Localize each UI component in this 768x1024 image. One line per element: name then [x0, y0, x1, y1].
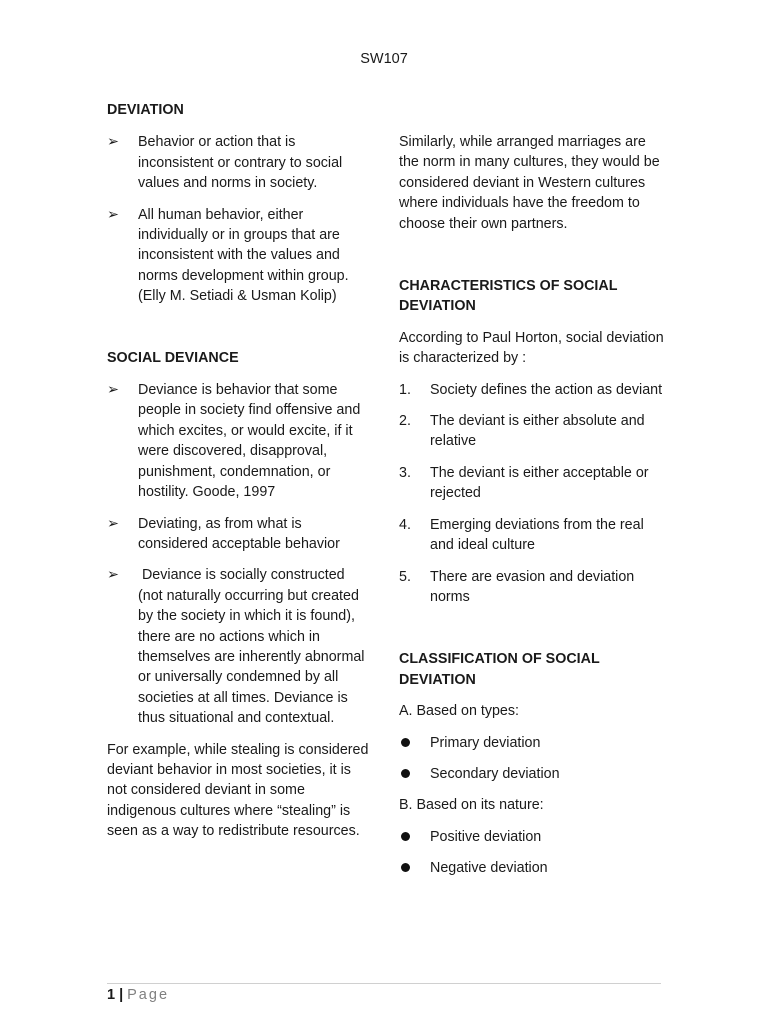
list-number: 4. [399, 516, 411, 533]
characteristics-intro: According to Paul Horton, social deviation is characterized by : [399, 329, 664, 367]
deviation-heading: DEVIATION [107, 102, 184, 118]
social-deviance-bullet-text: Deviating, as from what is considered acceptable behavior [138, 515, 340, 552]
page-header-title: SW107 [360, 51, 408, 67]
type-item-text: Primary deviation [430, 734, 541, 751]
characteristic-text: There are evasion and deviation norms [430, 568, 635, 605]
arrow-bullet-icon: ➢ [107, 206, 119, 223]
social-deviance-bullet-1 [107, 380, 371, 502]
list-number: 5. [399, 568, 411, 585]
footer-separator: | [119, 987, 124, 1003]
characteristic-item-5 [399, 567, 667, 608]
page-footer [107, 985, 169, 1005]
deviation-bullet-2 [107, 205, 371, 307]
right-column [399, 132, 667, 879]
similarly-paragraph: Similarly, while arranged marriages are the norm in many cultures, they would be considered deviant in Western cultures where individuals have the freedom to choose their own partners. [399, 134, 660, 232]
based-on-nature-label: B. Based on its nature: [399, 797, 544, 814]
nature-item-text: Positive deviation [430, 828, 542, 845]
bullet-dot-icon [399, 827, 430, 847]
arrow-bullet-icon: ➢ [107, 515, 119, 532]
social-deviance-bullet-3 [107, 565, 371, 728]
social-deviance-heading: SOCIAL DEVIANCE [107, 349, 239, 366]
bullet-dot-icon [399, 858, 430, 878]
page-label: Page [127, 987, 170, 1003]
bullet-dot-icon [399, 733, 430, 753]
bullet-dot-icon [399, 764, 430, 784]
social-deviance-bullet-2 [107, 514, 371, 555]
social-deviance-bullet-text: Deviance is socially constructed (not naturally occurring but created by the society in which it is found), there are no actions which in themselves are inherently abnormal or universally condemned by all societies at all times. Deviance is thus situational and contextual. [138, 567, 369, 727]
nature-item-negative [399, 858, 667, 878]
characteristic-text: The deviant is either absolute and relative [430, 413, 645, 450]
page-number: 1 [107, 987, 116, 1003]
arrow-bullet-icon: ➢ [107, 567, 119, 584]
characteristic-text: The deviant is either acceptable or rejected [430, 464, 649, 502]
classification-heading: CLASSIFICATION OF SOCIAL DEVIATION [399, 651, 600, 688]
type-item-text: Secondary deviation [430, 765, 560, 782]
based-on-types-label: A. Based on types: [399, 703, 520, 720]
list-number: 3. [399, 464, 411, 481]
characteristics-heading: CHARACTERISTICS OF SOCIAL DEVIATION [399, 278, 618, 315]
characteristic-item-1 [399, 380, 667, 400]
deviation-bullet-text: All human behavior, either individually or in groups that are inconsistent with the values and norms development within group. (Elly M. Setiadi & Usman Kolip) [138, 206, 349, 305]
list-number: 2. [399, 413, 411, 430]
arrow-bullet-icon: ➢ [107, 134, 119, 151]
nature-item-positive [399, 827, 667, 847]
example-paragraph: For example, while stealing is considered deviant behavior in most societies, it is not considered deviant in some indigenous cultures where “stealing” is seen as a way to redistribute resources. [107, 741, 369, 840]
characteristic-text: Emerging deviations from the real and ideal culture [430, 516, 644, 554]
characteristic-item-4 [399, 515, 667, 556]
type-item-primary [399, 733, 667, 753]
characteristic-item-2 [399, 411, 667, 452]
arrow-bullet-icon: ➢ [107, 382, 119, 399]
characteristic-text: Society defines the action as deviant [430, 381, 663, 398]
deviation-bullet-text: Behavior or action that is inconsistent or contrary to social values and norms in society. [138, 134, 343, 192]
left-column [107, 100, 371, 842]
social-deviance-bullet-text: Deviance is behavior that some people in society find offensive and which excites, or would excite, if it were discovered, disapproval, punishment, condemnation, or hostility. Goode, 1997 [138, 382, 361, 501]
type-item-secondary [399, 764, 667, 784]
list-number: 1. [399, 381, 411, 398]
footer-divider [107, 983, 661, 984]
nature-item-text: Negative deviation [430, 860, 548, 877]
deviation-bullet-1 [107, 132, 371, 193]
characteristic-item-3 [399, 463, 667, 504]
